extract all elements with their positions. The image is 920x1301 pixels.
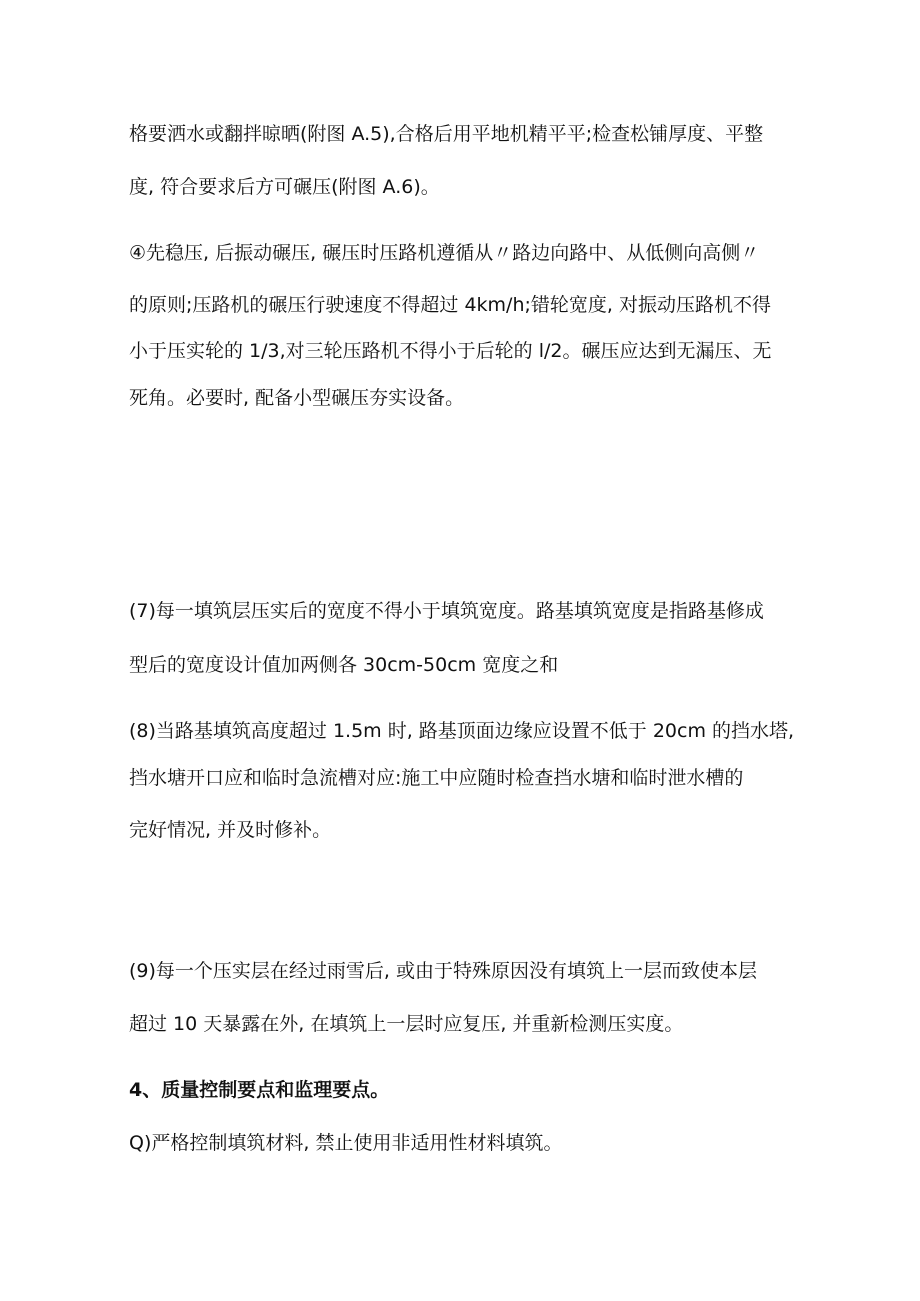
paragraph-2-line-1: ④先稳压, 后振动碾压, 碾压时压路机遵循从〃路边向路中、从低侧向高侧〃 [129, 242, 760, 264]
paragraph-1-line-2: 度, 符合要求后方可碾压(附图 A.6)。 [129, 176, 440, 198]
paragraph-4-line-1: (8)当路基填筑高度超过 1.5m 时, 路基顶面边缘应设置不低于 20cm 的挡水塔, [129, 720, 795, 742]
paragraph-5-line-2: 超过 10 天暴露在外, 在填筑上一层时应复压, 并重新检测压实度。 [129, 1013, 684, 1035]
paragraph-2-line-2: 的原则;压路机的碾压行驶速度不得超过 4km/h;错轮宽度, 对振动压路机不得 [129, 294, 771, 316]
paragraph-2-line-3: 小于压实轮的 1/3,对三轮压路机不得小于后轮的 l/2。碾压应达到无漏压、无 [129, 340, 772, 362]
paragraph-4-line-2: 挡水塘开口应和临时急流槽对应:施工中应随时检查挡水塘和临时泄水槽的 [129, 767, 744, 789]
paragraph-1-line-1: 格要洒水或翻拌晾晒(附图 A.5),合格后用平地机精平平;检查松铺厚度、平整 [129, 123, 764, 145]
paragraph-3-line-2: 型后的宽度设计值加两侧各 30cm-50cm 宽度之和 [129, 654, 559, 676]
paragraph-6-line-1: Q)严格控制填筑材料, 禁止使用非适用性材料填筑。 [129, 1132, 563, 1154]
paragraph-3-line-1: (7)每一填筑层压实后的宽度不得小于填筑宽度。路基填筑宽度是指路基修成 [129, 600, 764, 622]
section-heading: 4、质量控制要点和监理要点。 [129, 1079, 390, 1101]
paragraph-5-line-1: (9)每一个压实层在经过雨雪后, 或由于特殊原因没有填筑上一层而致使本层 [129, 960, 757, 982]
paragraph-2-line-4: 死角。必要时, 配备小型碾压夯实设备。 [129, 387, 465, 409]
paragraph-4-line-3: 完好情况, 并及时修补。 [129, 819, 332, 841]
